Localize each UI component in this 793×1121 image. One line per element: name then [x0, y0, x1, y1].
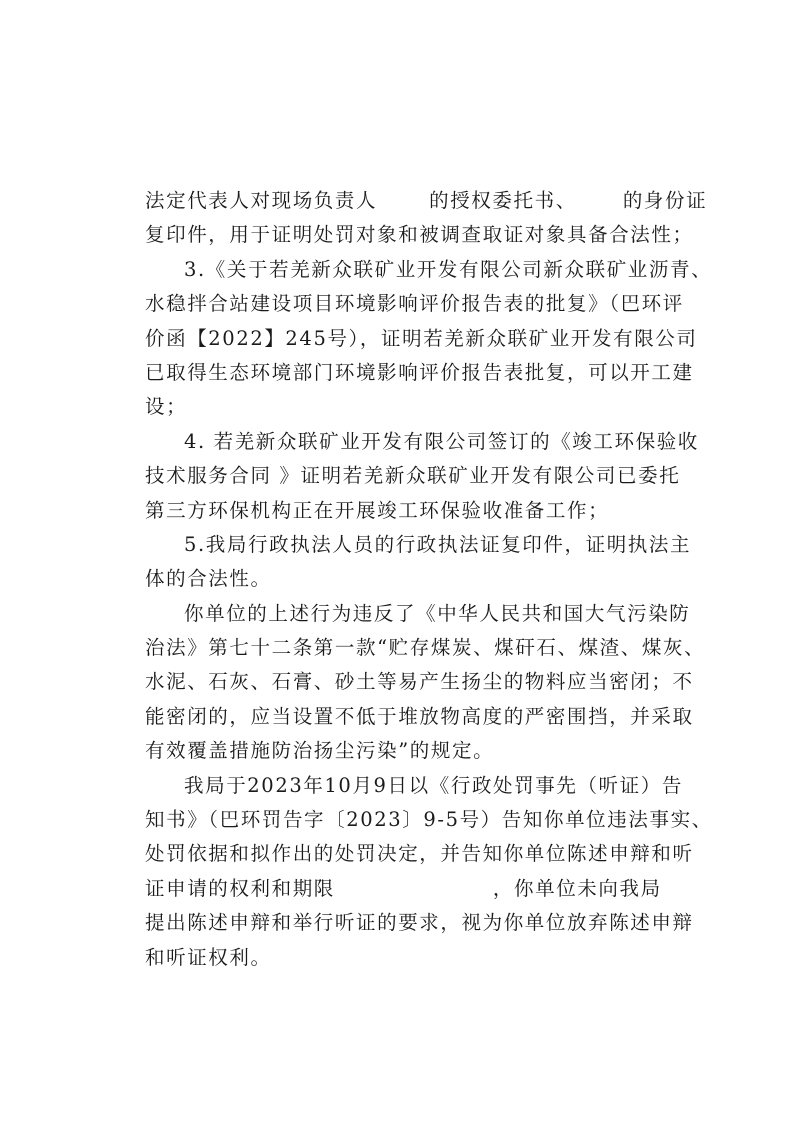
text-line: 水泥、石灰、石膏、砂土等易产生扬尘的物料应当密闭；不 [145, 670, 694, 694]
text-line: 第三方环保机构正在开展竣工环保验收准备工作； [145, 498, 610, 522]
text-segment: 证申请的权利和期限 [145, 876, 335, 900]
text-line-evidence-4-start: 4. 若羌新众联矿业开发有限公司签订的《竣工环保验收 [184, 429, 699, 453]
text-line-evidence-5-start: 5.我局行政执法人员的行政执法证复印件，证明执法主 [184, 532, 692, 556]
text-segment: 法定代表人对现场负责人 [145, 189, 378, 212]
text-line-with-redaction [145, 872, 662, 906]
document-body [145, 184, 713, 975]
text-line: 已取得生态环境部门环境影响评价报告表批复，可以开工建 [145, 360, 694, 384]
text-line: 价函【2022】245号），证明若羌新众联矿业开发有限公司 [145, 326, 698, 350]
text-line: 知书》（巴环罚告字〔2023〕9-5号）告知你单位违法事实、 [145, 808, 713, 832]
text-line: 治法》第七十二条第一款“贮存煤炭、煤矸石、煤渣、煤灰、 [145, 636, 706, 660]
text-line: 体的合法性。 [145, 567, 272, 591]
text-segment: 的授权委托书、 [429, 189, 577, 212]
text-line: 处罚依据和拟作出的处罚决定，并告知你单位陈述申辩和听 [145, 842, 694, 866]
text-line: 水稳拌合站建设项目环境影响评价报告表的批复》（巴环评 [145, 292, 684, 316]
text-line-notice-start: 我局于2023年10月9日以《行政处罚事先（听证）告 [184, 773, 683, 797]
text-line: 设； [145, 395, 188, 419]
text-segment: 的身份证 [622, 189, 708, 212]
text-line: 提出陈述申辩和举行听证的要求，视为你单位放弃陈述申辩 [145, 911, 694, 935]
text-line-evidence-3-start: 3.《关于若羌新众联矿业开发有限公司新众联矿业沥青、 [184, 257, 713, 281]
text-line: 能密闭的，应当设置不低于堆放物高度的严密围挡，并采取 [145, 704, 694, 728]
text-line: 有效覆盖措施防治扬尘污染”的规定。 [145, 739, 495, 763]
text-line-evidence-2-cont [145, 184, 708, 218]
text-line: 和听证权利。 [145, 945, 272, 969]
text-line: 复印件，用于证明处罚对象和被调查取证对象具备合法性； [145, 223, 694, 247]
text-line: 技术服务合同 》证明若羌新众联矿业开发有限公司已委托 [145, 464, 681, 488]
text-line-violation-start: 你单位的上述行为违反了《中华人民共和国大气污染防 [184, 601, 691, 625]
text-segment: ，你单位未向我局 [492, 876, 662, 900]
